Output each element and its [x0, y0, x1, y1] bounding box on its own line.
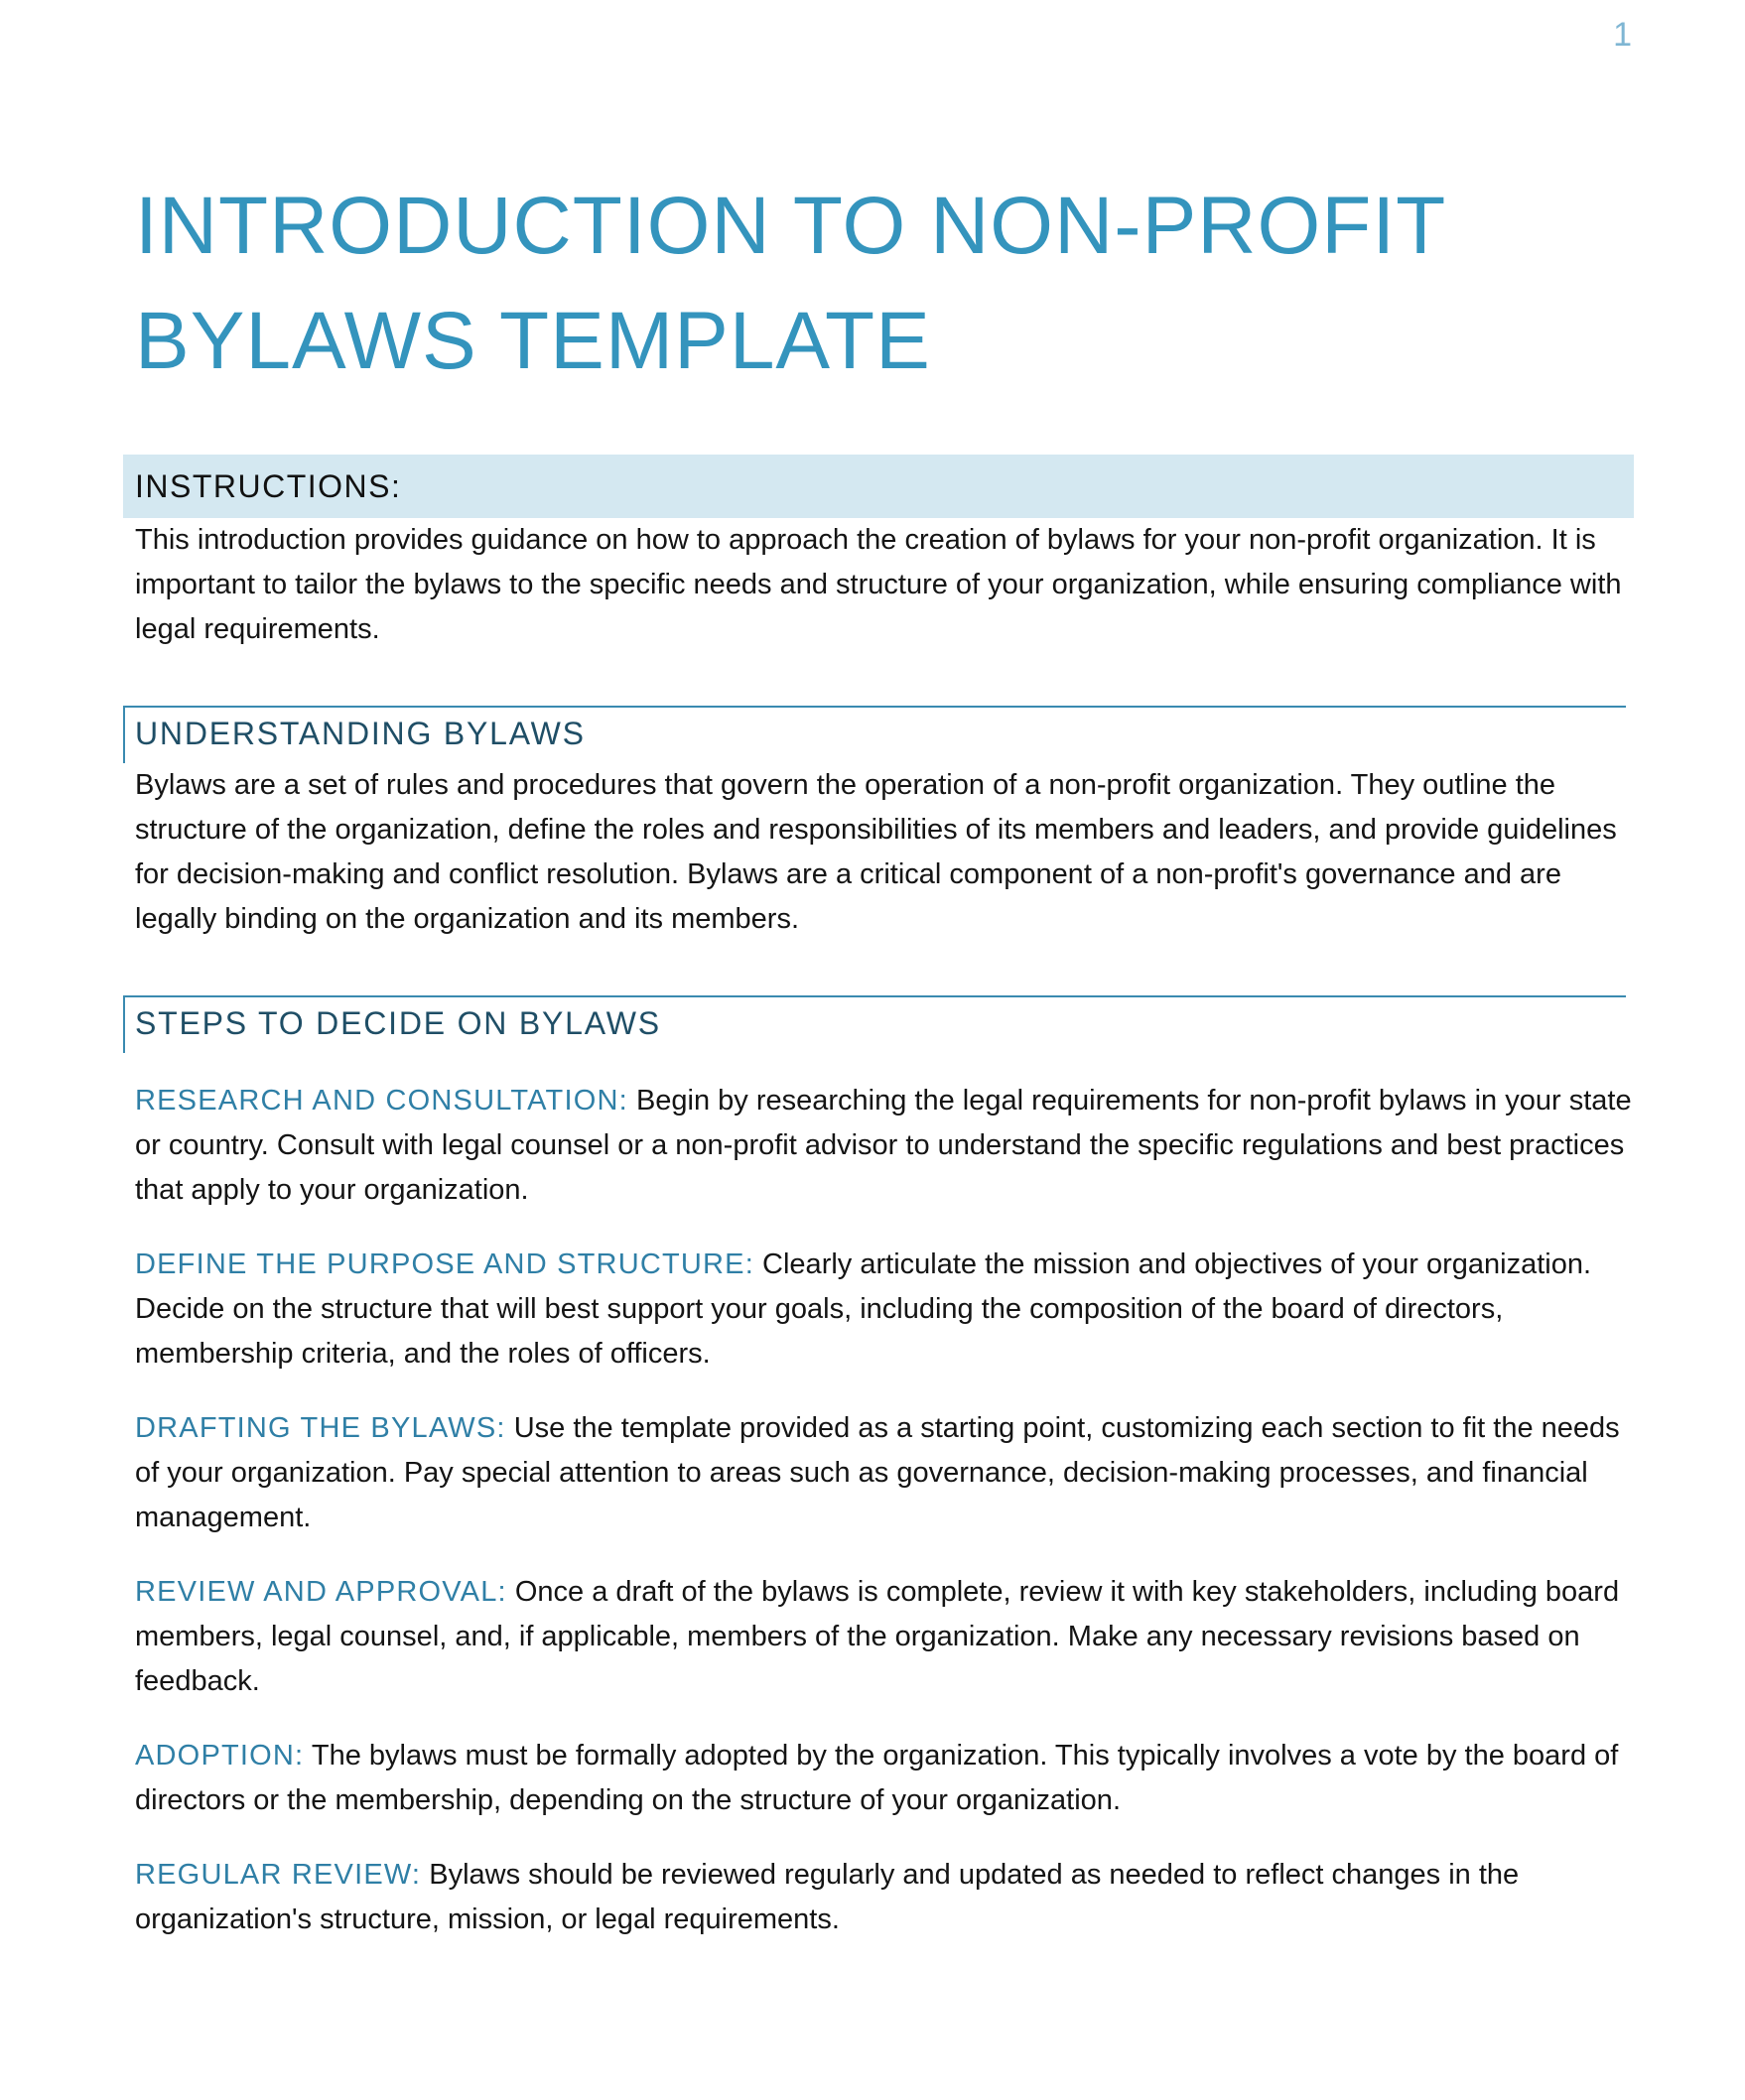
step-text: Once a draft of the bylaws is complete, review it with key stakeholders, including board members, legal counsel, and, if applicable, members of the organization. Make any necessary revisions based on feedback.	[135, 1576, 1620, 1697]
document-content	[135, 169, 1634, 1972]
understanding-bylaws-heading-text: UNDERSTANDING BYLAWS	[135, 716, 586, 751]
step-label: ADOPTION:	[135, 1740, 305, 1772]
steps-heading-text: STEPS TO DECIDE ON BYLAWS	[135, 1005, 661, 1041]
step-research	[135, 1079, 1634, 1213]
step-regular-review	[135, 1853, 1634, 1942]
page-number: 1	[1613, 16, 1632, 54]
understanding-bylaws-heading	[123, 706, 1626, 763]
step-text: Use the template provided as a starting point, customizing each section to fit the needs of your organization. Pay special attention to areas such as governance, decision-making processes, and financial management.	[135, 1412, 1620, 1533]
title-line-2: BYLAWS TEMPLATE	[135, 296, 931, 386]
title-line-1: INTRODUCTION TO NON-PROFIT	[135, 181, 1447, 271]
step-label: RESEARCH AND CONSULTATION:	[135, 1085, 628, 1116]
step-adoption	[135, 1734, 1634, 1823]
instructions-paragraph: This introduction provides guidance on how to approach the creation of bylaws for your non-profit organization. It is important to tailor the bylaws to the specific needs and structure of your organization, while ensuring compliance with legal requirements.	[135, 524, 1622, 645]
step-text: The bylaws must be formally adopted by the organization. This typically involves a vote by the board of directors or the membership, depending on the structure of your organization.	[135, 1740, 1619, 1816]
step-define-purpose	[135, 1243, 1634, 1377]
step-text: Clearly articulate the mission and objectives of your organization. Decide on the structure that will best support your goals, including the composition of the board of directors, membership criteria, and the roles of officers.	[135, 1248, 1592, 1370]
step-label: REGULAR REVIEW:	[135, 1859, 422, 1891]
steps-list	[135, 1079, 1634, 1942]
instructions-banner	[123, 455, 1634, 518]
step-text: Begin by researching the legal requirements for non-profit bylaws in your state or country. Consult with legal counsel or a non-profit advisor to understand the specific regulations and best practices that apply to your organization.	[135, 1085, 1632, 1206]
step-label: DRAFTING THE BYLAWS:	[135, 1412, 506, 1444]
step-text: Bylaws should be reviewed regularly and updated as needed to reflect changes in the organization's structure, mission, or legal requirements.	[135, 1859, 1520, 1935]
steps-heading	[123, 995, 1626, 1053]
understanding-bylaws-paragraph: Bylaws are a set of rules and procedures that govern the operation of a non-profit organization. They outline the structure of the organization, define the roles and responsibilities of its members and leaders, and provide guidelines for decision-making and conflict resolution. Bylaws are a critical component of a non-profit's governance and are legally binding on the organization and its members.	[135, 769, 1617, 935]
step-label: DEFINE THE PURPOSE AND STRUCTURE:	[135, 1248, 754, 1280]
document-title	[135, 169, 1634, 399]
step-review-approval	[135, 1570, 1634, 1704]
step-label: REVIEW AND APPROVAL:	[135, 1576, 507, 1608]
instructions-label: INSTRUCTIONS:	[135, 467, 402, 504]
step-drafting	[135, 1406, 1634, 1540]
